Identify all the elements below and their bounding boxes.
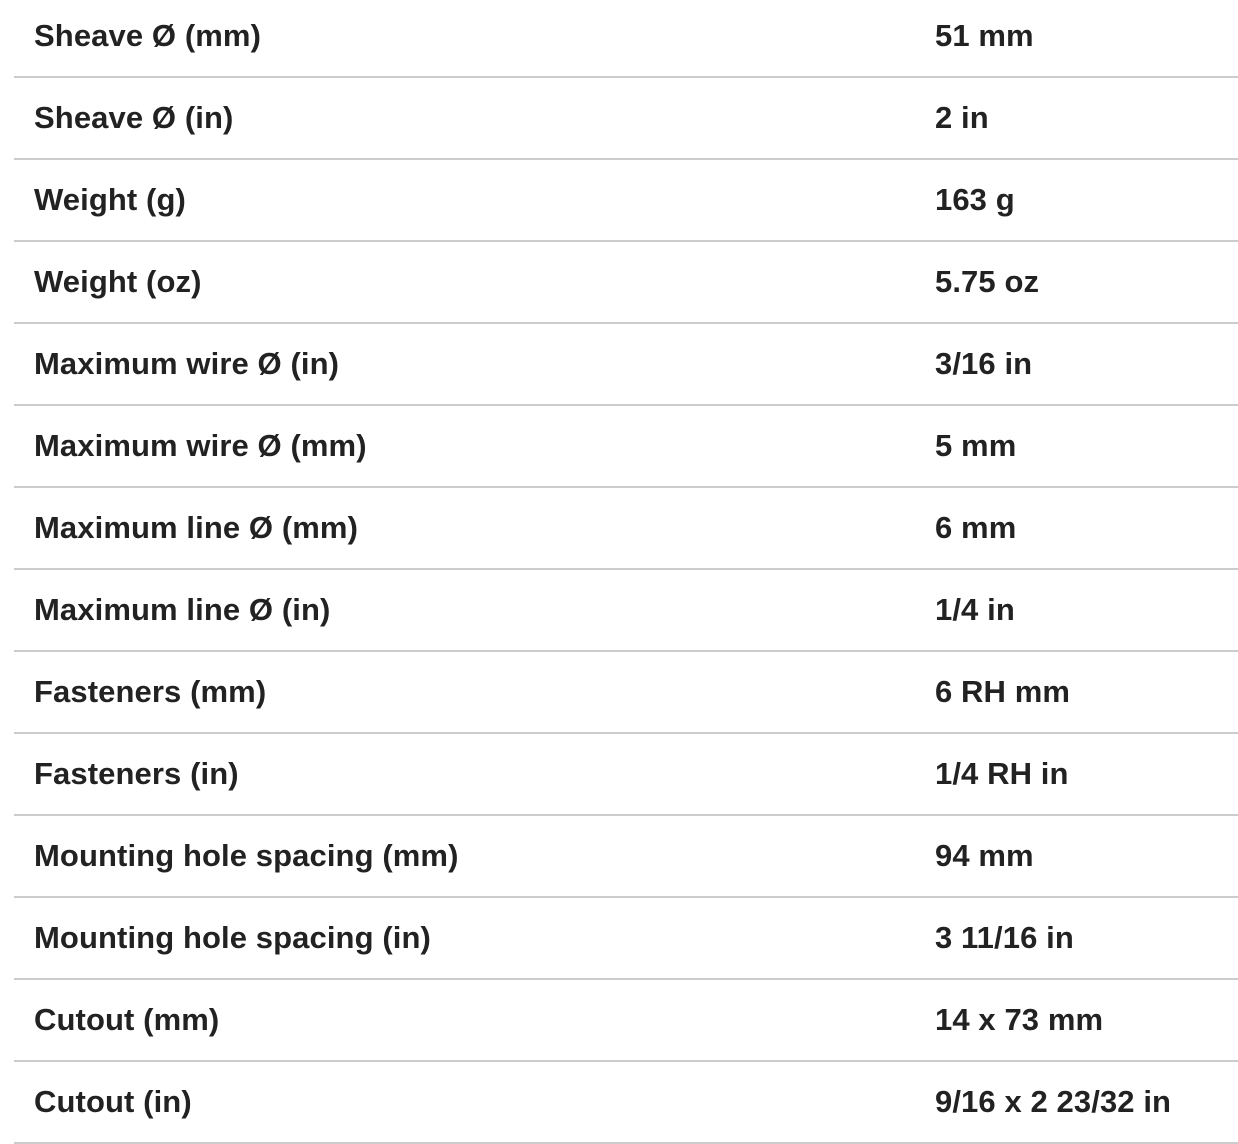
specifications-table [14,0,1238,1144]
table-row [14,241,1238,323]
spec-label: Maximum line Ø (mm) [34,510,359,545]
spec-label: Maximum wire Ø (in) [34,346,340,381]
spec-label: Mounting hole spacing (in) [34,920,431,955]
spec-label: Cutout (in) [34,1084,192,1119]
table-row [14,487,1238,569]
spec-label: Weight (oz) [34,264,202,299]
spec-value: 1/4 in [935,592,1015,627]
table-row [14,405,1238,487]
spec-value: 163 g [935,182,1015,217]
spec-value: 5.75 oz [935,264,1040,299]
spec-value: 1/4 RH in [935,756,1069,791]
table-row [14,569,1238,651]
table-row [14,815,1238,897]
spec-value: 51 mm [935,17,1034,53]
spec-value: 9/16 x 2 23/32 in [935,1084,1172,1119]
table-row [14,323,1238,405]
table-row [14,1061,1238,1143]
spec-value: 2 in [935,100,989,135]
spec-value: 5 mm [935,428,1017,463]
spec-label: Fasteners (in) [34,756,239,791]
table-row [14,979,1238,1061]
spec-value: 3 11/16 in [935,920,1074,955]
spec-label: Sheave Ø (in) [34,100,234,135]
spec-value: 6 mm [935,510,1017,545]
spec-label: Fasteners (mm) [34,674,267,709]
table-row [14,77,1238,159]
spec-label: Maximum wire Ø (mm) [34,428,367,463]
table-row [14,897,1238,979]
spec-value: 94 mm [935,838,1034,873]
spec-value: 6 RH mm [935,674,1071,709]
table-row [14,159,1238,241]
spec-label: Sheave Ø (mm) [34,17,261,53]
table-row [14,733,1238,815]
spec-label: Maximum line Ø (in) [34,592,331,627]
spec-label: Mounting hole spacing (mm) [34,838,459,873]
table-row [14,651,1238,733]
spec-label: Weight (g) [34,182,186,217]
spec-value: 14 x 73 mm [935,1002,1104,1037]
table-row [14,0,1238,77]
spec-label: Cutout (mm) [34,1002,220,1037]
spec-value: 3/16 in [935,346,1033,381]
